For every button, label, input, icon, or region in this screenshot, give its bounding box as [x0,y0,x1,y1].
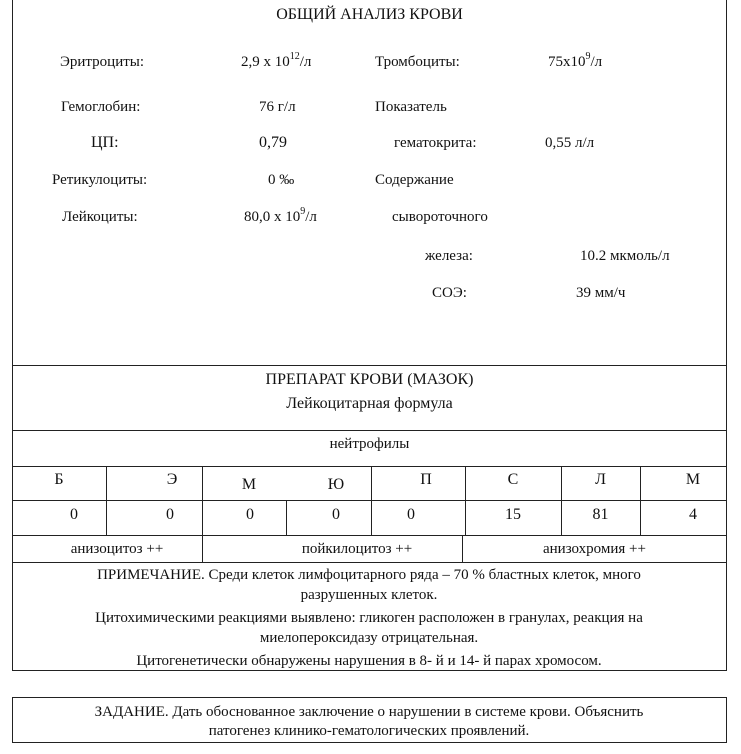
value-segmented: 15 [505,506,521,523]
leukocytes-value: 80,0 x $10^9/л$ [244,206,317,225]
col-header-eosinophils: Э [166,471,178,488]
note-line-5: Цитогенетически обнаружены нарушения в 8- й и 14- й парах хромосом. [136,653,602,669]
col-header-metamyelocytes: Ю [327,476,345,493]
color-index-value: 0,79 [259,134,287,151]
color-index-label: ЦП: [91,134,119,151]
erythrocytes-label: Эритроциты: [60,54,145,70]
reticulocytes-value: 0 ‰ [268,172,295,188]
table-line-values [12,535,727,536]
note-line-4: миелопероксидазу отрицательная. [259,630,479,646]
iron-label-2: сывороточного [392,209,488,225]
col-header-lymphocytes: Л [595,471,606,488]
value-eosinophils: 0 [166,506,174,523]
value-band: 0 [407,506,415,523]
erythrocytes-value: 2,9 x $10^{12}/л$ [241,51,312,70]
task-line-1: ЗАДАНИЕ. Дать обоснованное заключение о нарушении в системе крови. Объяснить [94,704,644,720]
hemoglobin-value: 76 г/л [259,99,296,115]
neutrophils-header: нейтрофилы [329,436,410,452]
iron-label-3: железа: [425,248,473,264]
hematocrit-label-2: гематокрита: [394,135,477,151]
table-line-header [12,466,727,467]
smear-title: ПРЕПАРАТ КРОВИ (МАЗОК) [265,371,474,388]
esr-value: 39 мм/ч [576,285,626,301]
task-line-2: патогенез клинико-гематологических проявлений. [208,723,530,739]
note-line-3: Цитохимическими реакциями выявлено: гликоген расположен в гранулах, реакция на [95,610,643,626]
note-line-2: разрушенных клеток. [300,587,438,603]
value-monocytes: 4 [689,506,697,523]
hematocrit-value: 0,55 л/л [545,135,595,151]
hematocrit-label-1: Показатель [375,99,447,115]
iron-label-1: Содержание [375,172,454,188]
section-divider [12,365,727,366]
esr-label: СОЭ: [432,285,467,301]
col-header-myelocytes: М [241,476,257,493]
smear-subtitle: Лейкоцитарная формула [286,395,453,412]
col-header-band: П [420,471,432,488]
value-basophils: 0 [70,506,78,523]
value-lymphocytes: 81 [592,506,609,523]
table-line-cols [12,500,727,501]
leukocytes-label: Лейкоциты: [62,209,138,225]
anisochromia: анизохромия ++ [543,541,646,557]
platelets-value: $75x10^9/л$ [548,51,603,70]
table-line-top [12,430,727,431]
poikilocytosis: пойкилоцитоз ++ [301,541,413,557]
anisocytosis: анизоцитоз ++ [70,541,164,557]
cbc-title: ОБЩИЙ АНАЛИЗ КРОВИ [276,6,463,23]
table-line-morph [12,562,727,563]
col-header-segmented: С [507,471,519,488]
reticulocytes-label: Ретикулоциты: [52,172,148,188]
col-header-basophils: Б [54,471,64,488]
col-header-monocytes: М [685,471,701,488]
value-metamyelocytes: 0 [332,506,340,523]
iron-value: 10.2 мкмоль/л [580,248,670,264]
hemoglobin-label: Гемоглобин: [61,99,141,115]
platelets-label: Тромбоциты: [375,54,460,70]
value-myelocytes: 0 [246,506,254,523]
note-line-1: ПРИМЕЧАНИЕ. Среди клеток лимфоцитарного ряда – 70 % бластных клеток, много [97,567,641,583]
